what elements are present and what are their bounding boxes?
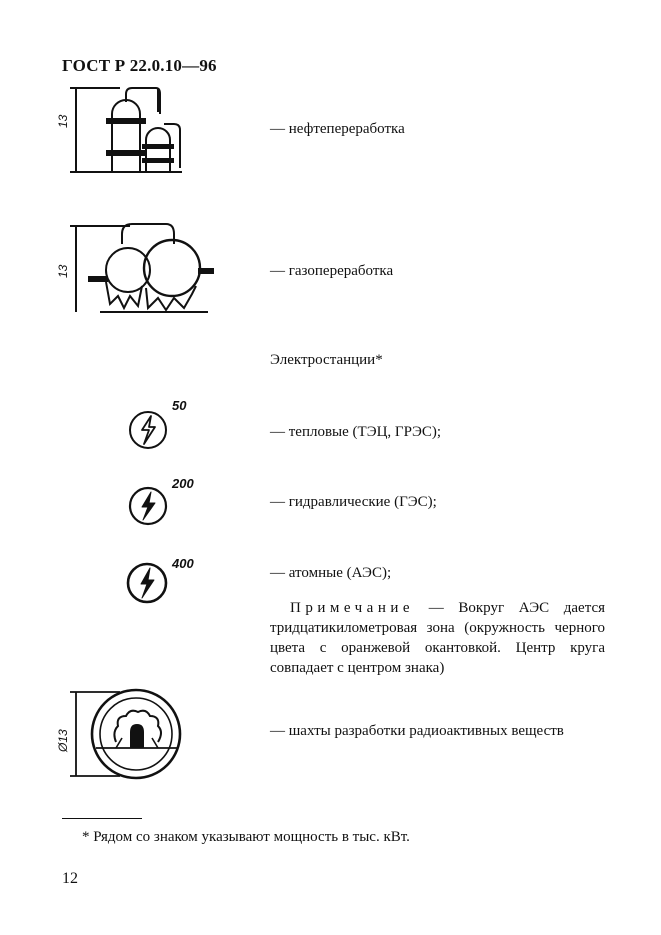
note-text: — Вокруг АЭС дается тридцатикилометровая зона (окружность черного цвета с оранжевой окантовкой. Центр круга совпадает с центром знака)	[270, 600, 606, 676]
oil-refinery-icon	[60, 84, 190, 176]
hydro-power-value: 200	[172, 476, 194, 491]
thermal-power-station-icon	[128, 410, 168, 450]
gas-processing-label: — газопереработка	[270, 263, 394, 279]
radioactive-mine-icon	[60, 688, 190, 780]
page-number: 12	[62, 870, 78, 887]
power-stations-heading: Электростанции*	[270, 352, 383, 368]
thermal-power-value: 50	[172, 398, 187, 413]
mines-label: — шахты разработки радиоактивных веществ	[270, 723, 564, 739]
refinery-label: — нефтепереработка	[270, 121, 405, 137]
note-label: Примечание	[290, 600, 415, 616]
note-block	[270, 598, 605, 678]
hydro-power-station-icon	[128, 486, 168, 526]
gas-height-label: 13	[56, 264, 70, 278]
hydro-label: — гидравлические (ГЭС);	[270, 494, 437, 510]
document-header: ГОСТ Р 22.0.10—96	[62, 56, 217, 75]
nuclear-power-value: 400	[172, 556, 194, 571]
note-paragraph	[270, 598, 605, 678]
nuclear-power-station-icon	[126, 562, 168, 604]
nuclear-label: — атомные (АЭС);	[270, 565, 392, 581]
gas-processing-icon	[60, 220, 220, 320]
refinery-height-label: 13	[56, 114, 70, 128]
footnote-separator	[62, 818, 142, 819]
thermal-label: — тепловые (ТЭЦ, ГРЭС);	[270, 424, 442, 440]
mine-diameter-label: Ø13	[56, 729, 70, 752]
footnote: * Рядом со знаком указывают мощность в тыс. кВт.	[82, 829, 410, 845]
